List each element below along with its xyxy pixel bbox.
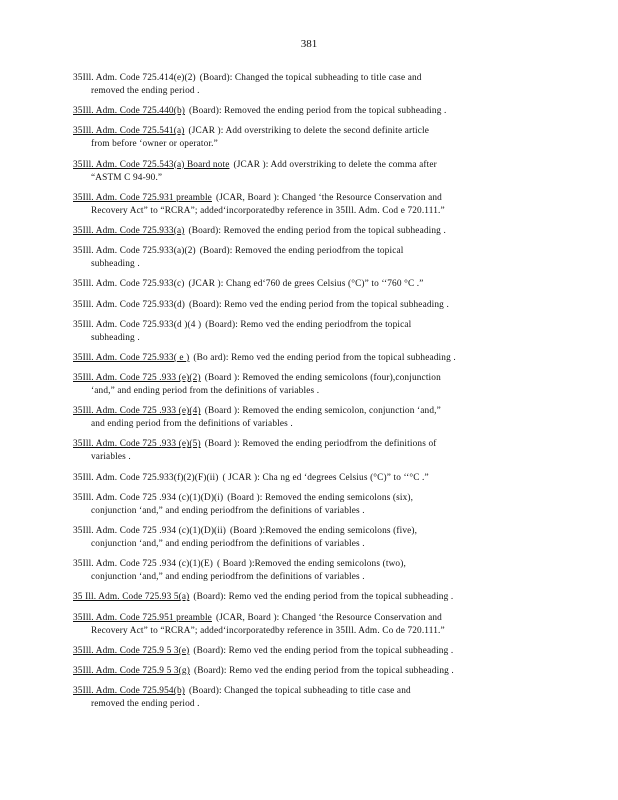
citation: 35Ill. Adm. Code 725 .934 (c)(1)(E): [73, 559, 214, 570]
entry-text: (Board): Removed the ending periodfrom the topical: [199, 246, 404, 257]
entry-text: (JCAR, Board ): Changed ‘the Resource Conservation and: [215, 612, 442, 623]
entry-continuation: and ending period from the definitions of variables .: [91, 419, 293, 430]
citation: 35Ill. Adm. Code 725.9 5 3(e): [73, 645, 190, 656]
citation: 35Ill. Adm. Code 725.541(a): [73, 126, 185, 137]
entry-text: (Board): Removed the ending period from the topical subheading .: [188, 225, 446, 236]
list-item: [73, 645, 543, 658]
citation: 35Ill. Adm. Code 725 .933 (e)(2): [73, 373, 201, 384]
list-item: [73, 685, 543, 711]
citation: 35Ill. Adm. Code 725.933(a)(2): [73, 246, 196, 257]
entry-continuation: conjunction ‘and,” and ending periodfrom the definitions of variables .: [91, 505, 365, 516]
entry-continuation: “ASTM C 94-90.”: [91, 172, 163, 183]
entry-text: (Board): Removed the ending period from the topical subheading .: [189, 106, 447, 117]
list-item: [73, 319, 543, 345]
list-item: [73, 299, 543, 312]
citation: 35Ill. Adm. Code 725.954(b): [73, 686, 185, 697]
list-item: [73, 405, 543, 431]
entry-continuation: removed the ending period .: [91, 86, 200, 96]
list-item: [73, 159, 543, 185]
list-item: [73, 665, 543, 678]
citation: 35Ill. Adm. Code 725.933(a): [73, 225, 185, 236]
entry-text: (Bo ard): Remo ved the ending period from the topical subheading .: [193, 352, 456, 363]
citation: 35Ill. Adm. Code 725.440(b): [73, 106, 185, 117]
list-item: [73, 125, 543, 151]
list-item: [73, 278, 543, 291]
citation: 35Ill. Adm. Code 725.933(f)(2)(F)(ii): [73, 472, 219, 483]
page-number: 381: [300, 38, 318, 50]
entry-continuation: Recovery Act” to “RCRA”; added‘incorporatedby reference in 35Ill. Adm. Cod e 720.111.”: [91, 205, 445, 216]
citation: 35Ill. Adm. Code 725 .934 (c)(1)(D)(i): [73, 492, 224, 503]
entry-continuation: variables .: [91, 452, 131, 463]
list-item: [73, 72, 543, 98]
citation: 35Ill. Adm. Code 725.543(a) Board note: [73, 159, 230, 170]
list-item: [73, 372, 543, 398]
entry-text: (Board): Remo ved the ending period from the topical subheading .: [193, 592, 454, 603]
citation: 35Ill. Adm. Code 725.414(e)(2): [73, 73, 196, 83]
list-item: [73, 105, 543, 118]
citation: 35Ill. Adm. Code 725.951 preamble: [73, 612, 212, 623]
amendment-list: [73, 72, 543, 718]
entry-text: (Board ): Removed the ending semicolons (four),conjunction: [204, 373, 441, 384]
entry-text: (Board): Remo ved the ending period from the topical subheading .: [193, 645, 454, 656]
entry-text: (Board ): Removed the ending periodfrom the definitions of: [204, 439, 437, 450]
citation: 35Ill. Adm. Code 725.931 preamble: [73, 192, 212, 203]
entry-text: (JCAR ): Add overstriking to delete the second definite article: [188, 126, 429, 137]
entry-continuation: conjunction ‘and,” and ending periodfrom the definitions of variables .: [91, 539, 365, 549]
list-item: [73, 438, 543, 464]
citation: 35Ill. Adm. Code 725 .933 (e)(4): [73, 406, 201, 417]
list-item: [73, 492, 543, 518]
entry-continuation: ‘and,” and ending period from the definitions of variables .: [91, 386, 320, 397]
list-item: [73, 352, 543, 365]
citation: 35Ill. Adm. Code 725.9 5 3(g): [73, 665, 190, 676]
entry-continuation: Recovery Act” to “RCRA”; added‘incorporatedby reference in 35Ill. Adm. Co de 720.111.”: [91, 625, 445, 636]
list-item: [73, 591, 543, 604]
list-item: [73, 525, 543, 551]
entry-text: (Board ): Removed the ending semicolons (six),: [227, 492, 414, 503]
entry-continuation: subheading .: [91, 332, 140, 343]
citation: 35Ill. Adm. Code 725.933(c): [73, 279, 185, 290]
entry-continuation: removed the ending period .: [91, 699, 200, 710]
entry-text: (JCAR, Board ): Changed ‘the Resource Conservation and: [215, 192, 442, 203]
citation: 35Ill. Adm. Code 725 .933 (e)(5): [73, 439, 201, 450]
entry-continuation: from before ‘owner or operator.”: [91, 139, 218, 150]
citation: 35Ill. Adm. Code 725.933(d )(4 ): [73, 319, 202, 330]
citation: 35Ill. Adm. Code 725 .934 (c)(1)(D)(ii): [73, 526, 227, 536]
entry-text: (JCAR ): Add overstriking to delete the comma after: [233, 159, 437, 170]
entry-text: (JCAR ): Chang ed‘760 de grees Celsius (°C)” to ‘‘760 °C .”: [188, 279, 424, 290]
list-item: [73, 245, 543, 271]
entry-text: (Board ):Removed the ending semicolons (five),: [230, 526, 418, 536]
list-item: [73, 472, 543, 485]
entry-text: (Board): Changed the topical subheading to title case and: [189, 686, 411, 697]
entry-text: (Board): Remo ved the ending periodfrom the topical: [205, 319, 412, 330]
list-item: [73, 612, 543, 638]
entry-text: ( JCAR ): Cha ng ed ‘degrees Celsius (°C)” to ‘‘°C .”: [222, 472, 429, 483]
entry-continuation: conjunction ‘and,” and ending periodfrom the definitions of variables .: [91, 572, 365, 583]
entry-text: (Board): Remo ved the ending period from the topical subheading .: [193, 665, 454, 676]
citation: 35Ill. Adm. Code 725.933( e ): [73, 352, 190, 363]
list-item: [73, 225, 543, 238]
entry-text: (Board): Changed the topical subheading to title case and: [199, 73, 422, 83]
entry-text: (Board ): Removed the ending semicolon, conjunction ‘and,”: [204, 406, 441, 417]
entry-text: ( Board ):Removed the ending semicolons (two),: [217, 559, 406, 570]
citation: 35 Ill. Adm. Code 725.93 5(a): [73, 592, 190, 603]
list-item: [73, 558, 543, 584]
entry-continuation: subheading .: [91, 259, 140, 270]
entry-text: (Board): Remo ved the ending period from the topical subheading .: [189, 299, 449, 310]
list-item: [73, 192, 543, 218]
citation: 35Ill. Adm. Code 725.933(d): [73, 299, 185, 310]
